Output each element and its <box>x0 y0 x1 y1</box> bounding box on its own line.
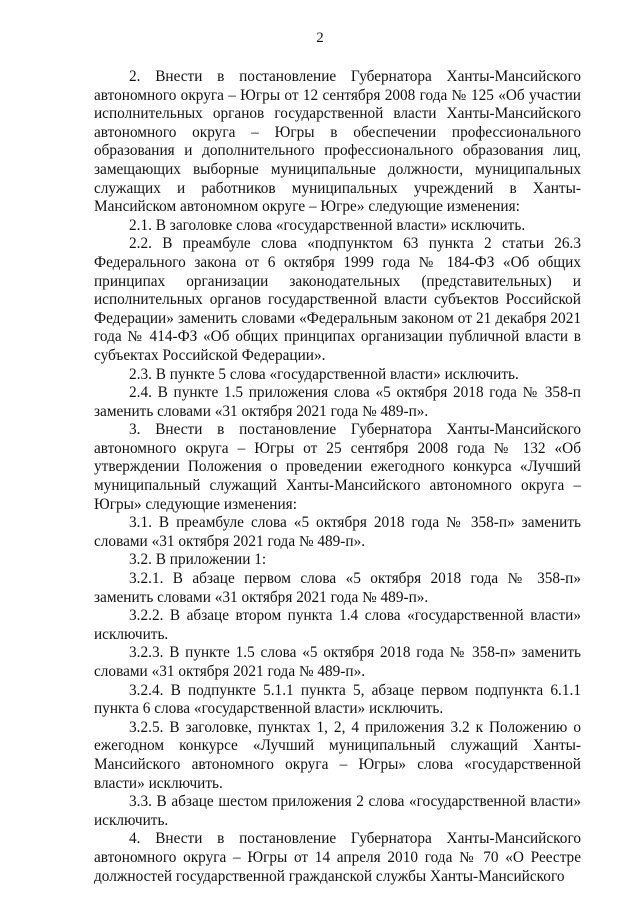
page-number: 2 <box>316 30 324 46</box>
paragraph-3-2-5: 3.2.5. В заголовке, пунктах 1, 2, 4 приложения 3.2 к Положению о ежегодном конкурсе «Лучший муниципальный служащий Ханты-Мансийского автономного округа – Югры» слова «государственной власти» исключить. <box>94 718 581 792</box>
paragraph-4: 4. Внести в постановление Губернатора Ханты-Мансийского автономного округа – Югры от 14 апреля 2010 года № 70 «О Реестре должностей государственной гражданской службы Ханты-Мансийского <box>94 830 581 885</box>
paragraph-3-2: 3.2. В приложении 1: <box>129 551 267 569</box>
paragraph-3: 3. Внести в постановление Губернатора Ханты-Мансийского автономного округа – Югры от 25 сентября 2008 года № 132 «Об утверждении Положения о проведении ежегодного конкурса «Лучший муниципальный служащий Ханты-Мансийского автономного округа – Югры» следующие изменения: <box>94 421 581 513</box>
paragraph-2-2: 2.2. В преамбуле слова «подпунктом 63 пункта 2 статьи 26.3 Федерального закона от 6 октября 1999 года № 184-ФЗ «Об общих принципах организации законодательных (представительных) и исполнительных органов государственной власти субъектов Российской Федерации» заменить словами «Федеральным законом от 21 декабря 2021 года № 414-ФЗ «Об общих принципах организации публичной власти в субъектах Российской Федерации». <box>94 235 581 364</box>
paragraph-3-2-2: 3.2.2. В абзаце втором пункта 1.4 слова «государственной власти» исключить. <box>94 607 581 643</box>
paragraph-3-2-1: 3.2.1. В абзаце первом слова «5 октября 2018 года № 358-п» заменить словами «31 октября 2021 года № 489-п». <box>94 570 581 606</box>
document-body <box>94 68 581 886</box>
paragraph-2-1: 2.1. В заголовке слова «государственной власти» исключить. <box>129 216 526 234</box>
paragraph-3-2-4: 3.2.4. В подпункте 5.1.1 пункта 5, абзаце первом подпункта 6.1.1 пункта 6 слова «государственной власти» исключить. <box>94 681 581 718</box>
paragraph-3-3: 3.3. В абзаце шестом приложения 2 слова «государственной власти» исключить. <box>94 793 581 829</box>
paragraph-2-3: 2.3. В пункте 5 слова «государственной власти» исключить. <box>129 365 519 383</box>
paragraph-3-1: 3.1. В преамбуле слова «5 октября 2018 года № 358-п» заменить словами «31 октября 2021 года № 489-п». <box>94 514 581 550</box>
paragraph-2: 2. Внести в постановление Губернатора Ханты-Мансийского автономного округа – Югры от 12 сентября 2008 года № 125 «Об участии исполнительных органов государственной власти Ханты-Мансийского автономного округа – Югры в обеспечении профессионального образования и дополнительного профессионального образования лиц, замещающих выборные муниципальные должности, муниципальных служащих и работников муниципальных учреждений в Ханты-Мансийском автономном округе – Югре» следующие изменения: <box>94 68 581 216</box>
paragraph-3-2-3: 3.2.3. В пункте 1.5 слова «5 октября 2018 года № 358-п» заменить словами «31 октября 2021 года № 489-п». <box>94 644 581 680</box>
paragraph-2-4: 2.4. В пункте 1.5 приложения слова «5 октября 2018 года № 358-п заменить словами «31 октября 2021 года № 489-п». <box>94 384 581 420</box>
